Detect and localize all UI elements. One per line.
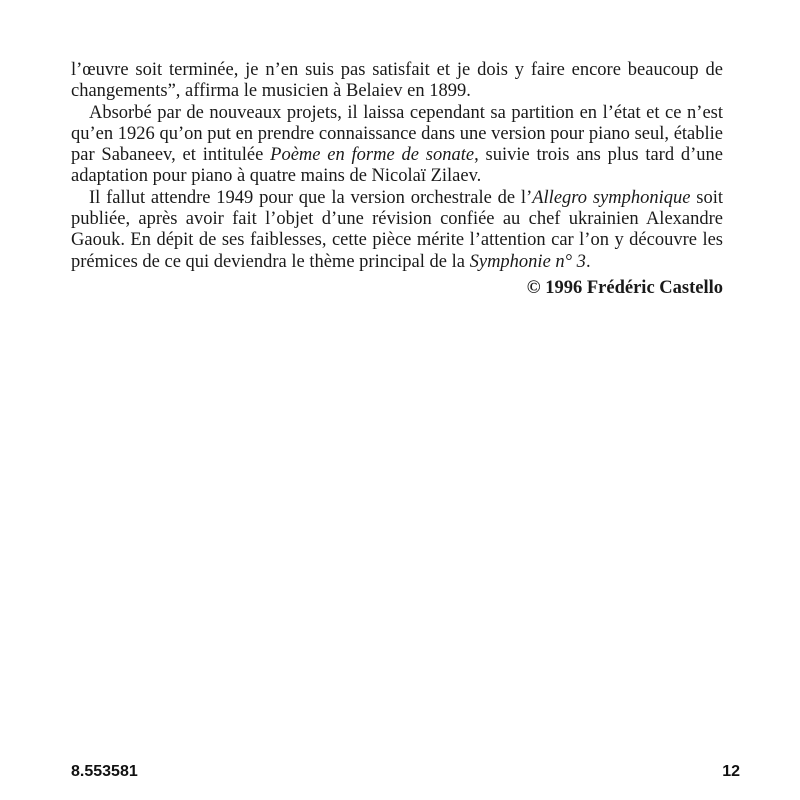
paragraph-1: l’œuvre soit terminée, je n’en suis pas satisfait et je dois y faire encore beaucoup de changements”, affirma le musicien à Belaiev en 1899. bbox=[71, 60, 723, 102]
paragraph-2-text-a: Absorbé par de nouveaux projets, il laissa cependant sa partition en l’état et ce n’est qu’en 1926 qu’on put en prendre connaissance dans une version pour piano seul, établie par Sabaneev, et intitulée bbox=[71, 102, 723, 166]
work-title-poeme: Poème en forme de sonate bbox=[270, 145, 475, 166]
catalog-number: 8.553581 bbox=[71, 763, 138, 780]
copyright-line: © 1996 Frédéric Castello bbox=[526, 277, 723, 298]
paragraph-3 bbox=[71, 188, 723, 273]
article-text bbox=[71, 60, 723, 299]
work-title-symphonie: Symphonie n° 3 bbox=[469, 251, 586, 272]
paragraph-3-text-a: Il fallut attendre 1949 pour que la version orchestrale de l’ bbox=[89, 187, 533, 208]
paragraph-3-text-b: soit publiée, après avoir fait l’objet d’une révision confiée au chef ukrainien Alexandre Gaouk. En dépit de ses faiblesses, cette pièce mérite l’attention car l’on y découvre les prémices de ce qui deviendra le thème principal de la bbox=[71, 187, 723, 272]
work-title-allegro: Allegro symphonique bbox=[532, 187, 691, 208]
paragraph-2-text-b: , suivie trois ans plus tard d’une adaptation pour piano à quatre mains de Nicolaï Zilaev. bbox=[71, 145, 724, 187]
page-number: 12 bbox=[722, 763, 740, 780]
paragraph-3-text-c: . bbox=[585, 251, 591, 272]
paragraph-2 bbox=[71, 103, 723, 188]
